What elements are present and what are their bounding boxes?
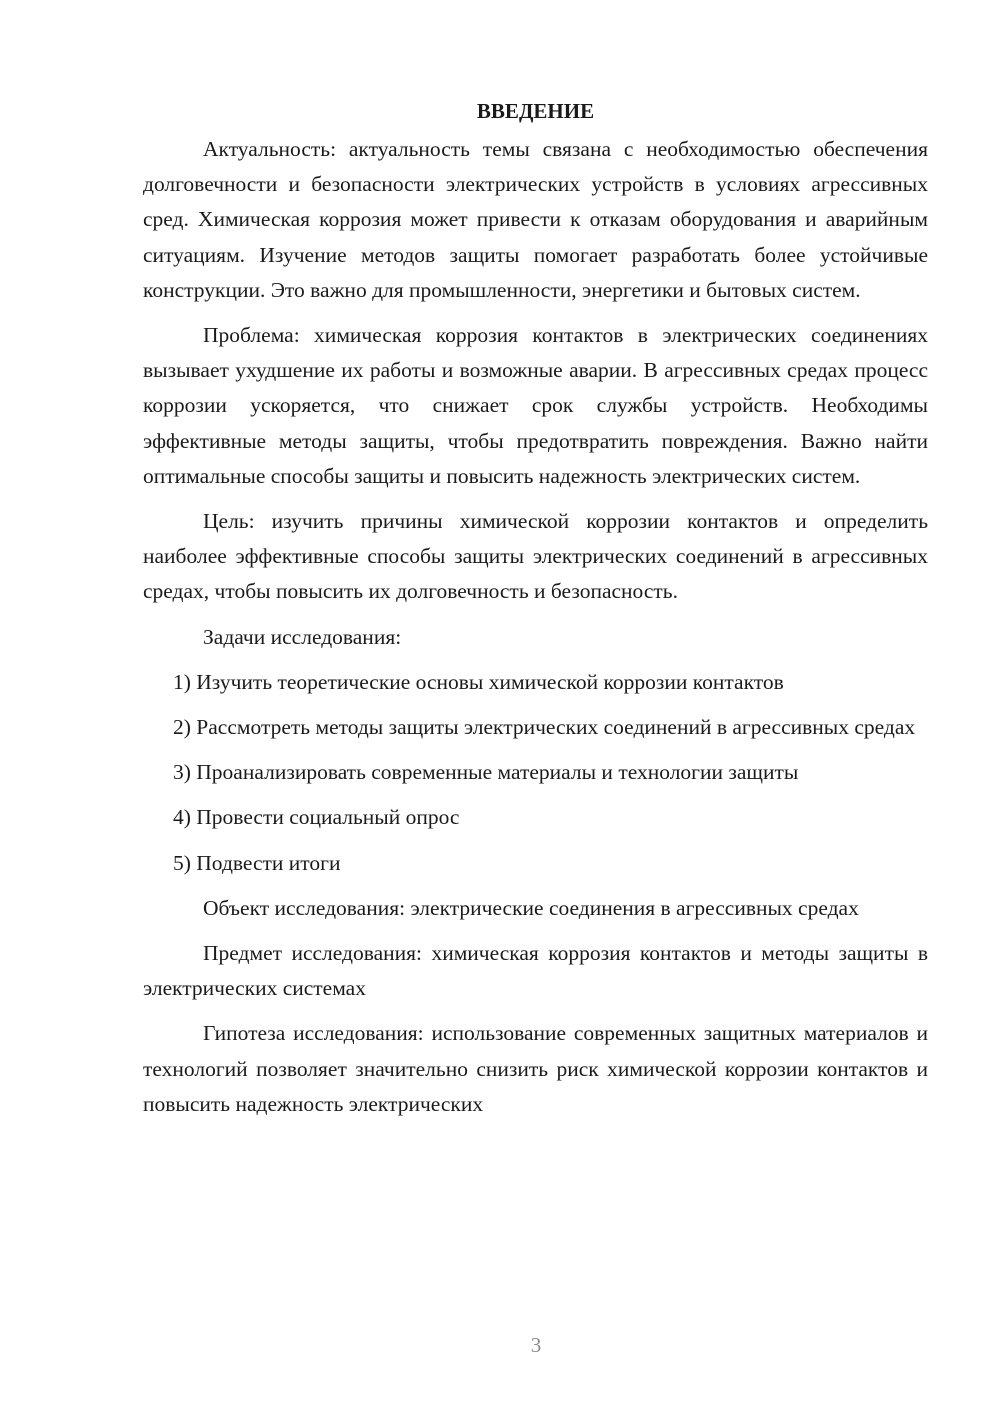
task-item-2: 2) Рассмотреть методы защиты электрических соединений в агрессивных средах — [173, 715, 916, 740]
paragraph-tasks-heading: Задачи исследования: — [203, 624, 402, 649]
task-item-5: 5) Подвести итоги — [173, 850, 341, 875]
paragraph-subject: Предмет исследования: химическая коррозия контактов и методы защиты в электрических системах — [143, 941, 928, 1001]
task-item-4: 4) Провести социальный опрос — [173, 805, 460, 830]
document-page — [143, 96, 928, 1132]
page-title: ВВЕДЕНИЕ — [476, 99, 595, 123]
page-number: 3 — [530, 1333, 542, 1357]
paragraph-goal: Цель: изучить причины химической коррозии контактов и определить наиболее эффективные способы защиты электрических соединений в агрессивных средах, чтобы повысить их долговечность и безопасность. — [143, 509, 928, 604]
paragraph-relevance: Актуальность: актуальность темы связана с необходимостью обеспечения долговечности и безопасности электрических устройств в условиях агрессивных сред. Химическая коррозия может привести к отказам оборудования и аварийным ситуациям. Изучение методов защиты помогает разработать более устойчивые конструкции. Это важно для промышленности, энергетики и бытовых систем. — [143, 137, 928, 302]
paragraph-hypothesis: Гипотеза исследования: использование современных защитных материалов и технологий позволяет значительно снизить риск химической коррозии контактов и повысить надежность электрических — [143, 1021, 928, 1116]
task-item-3: 3) Проанализировать современные материалы и технологии защиты — [173, 760, 799, 785]
paragraph-object: Объект исследования: электрические соединения в агрессивных средах — [203, 895, 859, 920]
paragraph-problem: Проблема: химическая коррозия контактов в электрических соединениях вызывает ухудшение их работы и возможные аварии. В агрессивных средах процесс коррозии ускоряется, что снижает срок службы устройств. Необходимы эффективные методы защиты, чтобы предотвратить повреждения. Важно найти оптимальные способы защиты и повысить надежность электрических систем. — [143, 323, 928, 488]
task-item-1: 1) Изучить теоретические основы химической коррозии контактов — [173, 669, 784, 694]
